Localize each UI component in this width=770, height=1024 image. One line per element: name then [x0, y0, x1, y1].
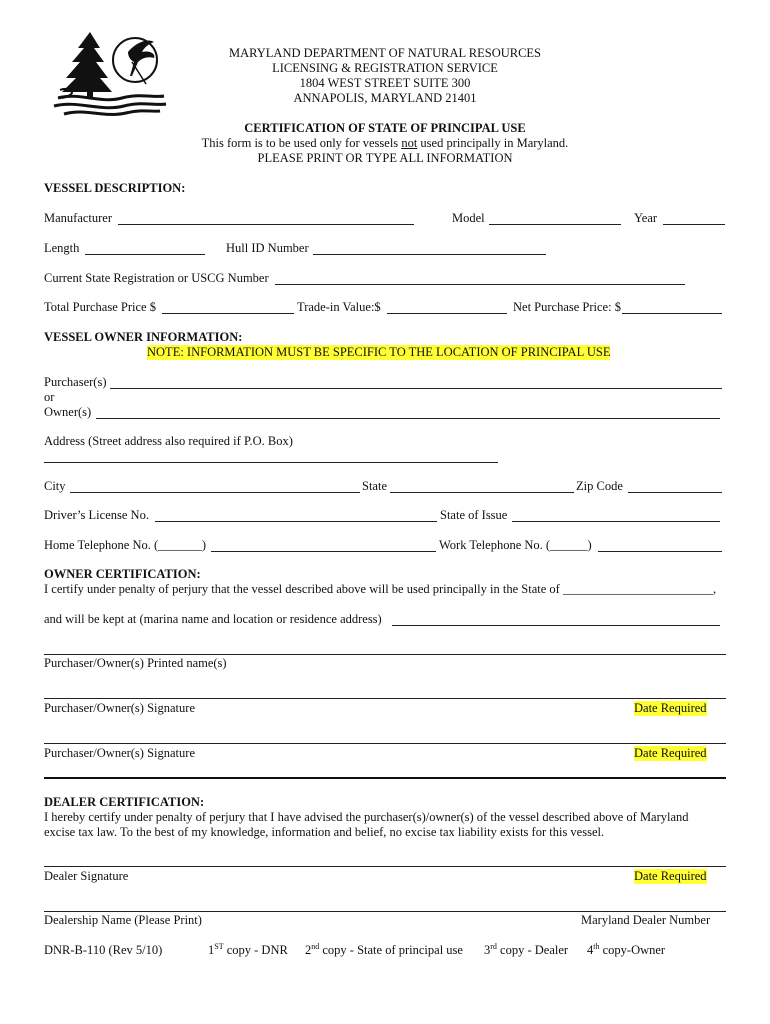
state-field[interactable]: [390, 492, 574, 493]
license-field[interactable]: [155, 521, 437, 522]
signature1-label: Purchaser/Owner(s) Signature: [44, 701, 195, 715]
vessel-description-heading: VESSEL DESCRIPTION:: [44, 181, 186, 195]
total-price-field[interactable]: [162, 313, 294, 314]
kept-at-field[interactable]: [392, 625, 720, 626]
home-phone-label: Home Telephone No. (_______): [44, 538, 207, 552]
section-divider: [44, 777, 726, 779]
copy-owner: 4th copy-Owner: [587, 941, 666, 957]
date-required-2: Date Required: [634, 746, 707, 760]
manufacturer-label: Manufacturer: [44, 211, 113, 225]
printed-name-line[interactable]: [44, 654, 726, 655]
work-phone-label: Work Telephone No. (______): [439, 538, 592, 552]
city-field[interactable]: [70, 492, 360, 493]
agency-street: 1804 WEST STREET SUITE 300: [299, 76, 471, 90]
signature2-line[interactable]: [44, 743, 726, 744]
dealer-cert-statement-2: excise tax law. To the best of my knowledge, information and belief, no excise tax liability exists for this vessel.: [44, 825, 605, 839]
principal-state-blank[interactable]: ________________________,: [562, 582, 717, 596]
net-price-label: Net Purchase Price: $: [513, 300, 621, 314]
form-id: DNR-B-110 (Rev 5/10): [44, 943, 163, 957]
year-field[interactable]: [663, 224, 725, 225]
dealer-cert-statement-1: I hereby certify under penalty of perjury that I have advised the purchaser(s)/owner(s) of the vessel described above of Maryland: [44, 810, 689, 824]
purchasers-label: Purchaser(s): [44, 375, 107, 389]
dealer-cert-heading: DEALER CERTIFICATION:: [44, 795, 205, 809]
tradein-field[interactable]: [387, 313, 507, 314]
agency-service: LICENSING & REGISTRATION SERVICE: [272, 61, 498, 75]
dealership-label: Dealership Name (Please Print): [44, 913, 202, 927]
home-phone-field[interactable]: [211, 551, 436, 552]
owner-cert-heading: OWNER CERTIFICATION:: [44, 567, 201, 581]
dealer-signature-line[interactable]: [44, 866, 726, 867]
city-label: City: [44, 479, 66, 493]
state-of-issue-field[interactable]: [512, 521, 720, 522]
state-label: State: [362, 479, 387, 493]
address-label: Address (Street address also required if P.O. Box): [44, 434, 293, 448]
zip-label: Zip Code: [576, 479, 623, 493]
purchasers-field[interactable]: [110, 388, 722, 389]
copy-dealer: 3rd copy - Dealer: [484, 941, 569, 957]
dealer-signature-label: Dealer Signature: [44, 869, 129, 883]
total-price-label: Total Purchase Price $: [44, 300, 156, 314]
form-instruction: PLEASE PRINT OR TYPE ALL INFORMATION: [257, 151, 513, 165]
license-label: Driver’s License No.: [44, 508, 149, 522]
owner-cert-statement: I certify under penalty of perjury that the vessel described above will be used principally in the State of ________________________,: [44, 582, 717, 596]
registration-field[interactable]: [275, 284, 685, 285]
length-label: Length: [44, 241, 80, 255]
manufacturer-field[interactable]: [118, 224, 414, 225]
length-field[interactable]: [85, 254, 205, 255]
work-phone-field[interactable]: [598, 551, 722, 552]
zip-field[interactable]: [628, 492, 722, 493]
dealer-number-label: Maryland Dealer Number: [581, 913, 711, 927]
printed-name-label: Purchaser/Owner(s) Printed name(s): [44, 656, 227, 670]
agency-name: MARYLAND DEPARTMENT OF NATURAL RESOURCES: [228, 46, 542, 60]
net-price-field[interactable]: [622, 313, 722, 314]
model-field[interactable]: [489, 224, 621, 225]
year-label: Year: [634, 211, 658, 225]
kept-at-label: and will be kept at (marina name and location or residence address): [44, 612, 382, 626]
dealership-line[interactable]: [44, 911, 726, 912]
owners-label: Owner(s): [44, 405, 92, 419]
owners-field[interactable]: [96, 418, 720, 419]
hull-id-field[interactable]: [313, 254, 546, 255]
principal-use-note: NOTE: INFORMATION MUST BE SPECIFIC TO THE LOCATION OF PRINCIPAL USE: [147, 345, 611, 359]
signature1-line[interactable]: [44, 698, 726, 699]
form-subtitle: This form is to be used only for vessels not used principally in Maryland.: [201, 136, 569, 150]
model-label: Model: [452, 211, 485, 225]
signature2-label: Purchaser/Owner(s) Signature: [44, 746, 195, 760]
owner-info-heading: VESSEL OWNER INFORMATION:: [44, 330, 243, 344]
state-of-issue-label: State of Issue: [440, 508, 508, 522]
or-label: or: [44, 390, 55, 404]
copy-dnr: 1ST copy - DNR: [208, 941, 288, 957]
hull-id-label: Hull ID Number: [226, 241, 309, 255]
registration-label: Current State Registration or USCG Number: [44, 271, 269, 285]
date-required-dealer: Date Required: [634, 869, 707, 883]
copy-state: 2nd copy - State of principal use: [305, 941, 463, 957]
address-field[interactable]: [44, 462, 498, 463]
form-title: CERTIFICATION OF STATE OF PRINCIPAL USE: [244, 121, 526, 135]
agency-city: ANNAPOLIS, MARYLAND 21401: [293, 91, 477, 105]
date-required-1: Date Required: [634, 701, 707, 715]
tradein-label: Trade-in Value:$: [297, 300, 381, 314]
